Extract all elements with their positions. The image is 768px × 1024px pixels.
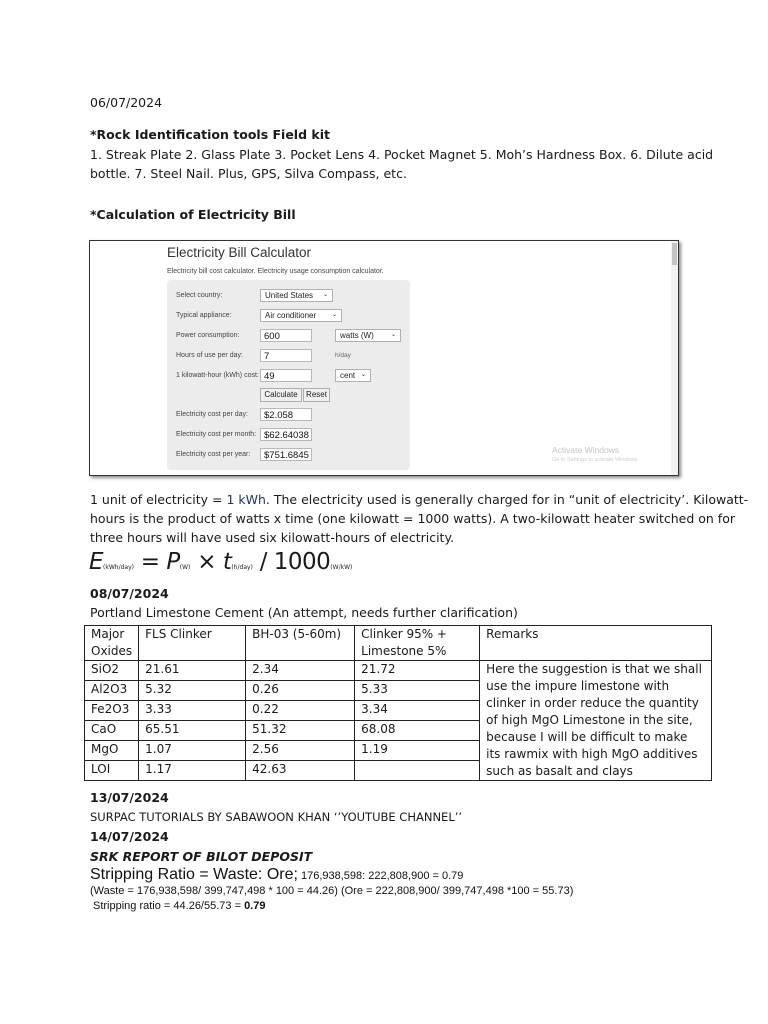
calculator-title: Electricity Bill Calculator	[167, 245, 312, 260]
calculator-subtitle: Electricity bill cost calculator. Electricity usage consumption calculator.	[167, 268, 384, 275]
chevron-down-icon: ⌄	[360, 372, 366, 378]
remarks-cell: Here the suggestion is that we shall use the impure limestone with clinker in order reduce the quantity of high MgO Limestone in the site, because I will be difficult to make its rawmix with high MgO additives such as basalt and clays	[480, 661, 712, 781]
rock-tools-list-line2: bottle. 7. Steel Nail. Plus, GPS, Silva Compass, etc.	[90, 166, 407, 181]
cost-per-day-value: $2.058	[260, 408, 312, 421]
kwh-cost-label: 1 kilowatt-hour (kWh) cost:	[176, 372, 259, 379]
country-select[interactable]: United States ⌄	[260, 289, 333, 302]
table-row: CaO 65.51 51.32 68.08	[85, 721, 712, 741]
scroll-thumb[interactable]	[672, 243, 677, 265]
electricity-heading: *Calculation of Electricity Bill	[90, 207, 296, 222]
surpac-tutorials: SURPAC TUTORIALS BY SABAWOON KHAN ‘’YOUTUBE CHANNEL’’	[90, 810, 463, 824]
header-major-oxides: Major Oxides	[85, 626, 139, 661]
stripping-ratio-result: Stripping ratio = 44.26/55.73 = 0.79	[93, 900, 266, 912]
oxides-table	[84, 625, 712, 781]
chevron-down-icon: ⌄	[322, 292, 328, 298]
entry-date: 08/07/2024	[90, 586, 169, 601]
cement-title: Portland Limestone Cement (An attempt, needs further clarification)	[90, 605, 518, 620]
cost-per-month-label: Electricity cost per month:	[176, 431, 257, 438]
kwh-cost-input[interactable]: 49	[260, 369, 312, 382]
cost-per-month-value: $62.64038	[260, 428, 312, 441]
rock-tools-list-line1: 1. Streak Plate 2. Glass Plate 3. Pocket Lens 4. Pocket Magnet 5. Moh’s Hardness Box. 6. Dilute acid	[90, 147, 714, 162]
header-remarks: Remarks	[480, 626, 712, 661]
waste-ore-calculation: (Waste = 176,938,598/ 399,747,498 * 100 = 44.26) (Ore = 222,808,900/ 399,747,498 *100 = 55.73)	[90, 885, 574, 897]
rock-tools-heading: *Rock Identification tools Field kit	[90, 127, 330, 142]
header-blend: Clinker 95% + Limestone 5%	[355, 626, 480, 661]
activate-windows-watermark: Activate Windows	[552, 445, 620, 455]
entry-date: 13/07/2024	[90, 790, 169, 805]
table-header-row	[85, 626, 712, 661]
header-bh03: BH-03 (5-60m)	[246, 626, 355, 661]
power-label: Power consumption:	[176, 332, 240, 339]
header-fls-clinker: FLS Clinker	[139, 626, 246, 661]
energy-formula: E(kWh/day) = P(W) × t(h/day) / 1000(W/kW)	[89, 549, 353, 575]
cost-per-day-label: Electricity cost per day:	[176, 411, 248, 418]
hours-label: Hours of use per day:	[176, 352, 243, 359]
hours-unit: h/day	[335, 352, 351, 359]
scrollbar[interactable]	[671, 241, 678, 475]
currency-unit-select[interactable]: cent ⌄	[335, 369, 371, 382]
cost-per-year-value: $751.6845	[260, 448, 312, 461]
table-row: SiO2 21.61 2.34 21.72 Here the suggestion is that we shall use the impure limestone with clinker in order reduce the quantity of high MgO Limestone in the site, because I will be difficult to make its rawmix with high MgO additives such as basalt and clays	[85, 661, 712, 681]
cost-per-year-label: Electricity cost per year:	[176, 451, 251, 458]
country-label: Select country:	[176, 292, 223, 299]
chevron-down-icon: ⌄	[331, 312, 337, 318]
activate-windows-hint: Go to Settings to activate Windows.	[552, 457, 639, 463]
chevron-down-icon: ⌄	[390, 332, 396, 338]
entry-date: 06/07/2024	[90, 95, 163, 110]
calculate-button[interactable]: Calculate	[260, 388, 302, 402]
calculator-form	[167, 280, 410, 470]
power-input[interactable]: 600	[260, 329, 312, 342]
stripping-ratio-line: Stripping Ratio = Waste: Ore; 176,938,598: 222,808,900 = 0.79	[90, 866, 464, 883]
appliance-label: Typical appliance:	[176, 312, 232, 319]
reset-button[interactable]: Reset	[303, 388, 330, 402]
table-row: Fe2O3 3.33 0.22 3.34	[85, 701, 712, 721]
explanation-line2: hours is the product of watts x time (one kilowatt = 1000 watts). A two-kilowatt heater switched on for	[90, 511, 735, 526]
power-unit-select[interactable]: watts (W) ⌄	[335, 329, 401, 342]
explanation-line1: 1 unit of electricity = 1 kWh. The electricity used is generally charged for in “unit of electricity’. Kilowatt-	[90, 492, 749, 507]
entry-date: 14/07/2024	[90, 829, 169, 844]
electricity-calculator-screenshot	[89, 240, 679, 476]
srk-report-title: SRK REPORT OF BILOT DEPOSIT	[90, 849, 313, 864]
kwh-highlight: 1 kWh	[226, 492, 266, 507]
appliance-select[interactable]: Air conditioner ⌄	[260, 309, 342, 322]
table-row: MgO 1.07 2.56 1.19	[85, 741, 712, 761]
table-row: Al2O3 5.32 0.26 5.33	[85, 681, 712, 701]
explanation-line3: three hours will have used six kilowatt-hours of electricity.	[90, 530, 455, 545]
hours-input[interactable]: 7	[260, 349, 312, 362]
table-row: LOI 1.17 42.63	[85, 761, 712, 781]
